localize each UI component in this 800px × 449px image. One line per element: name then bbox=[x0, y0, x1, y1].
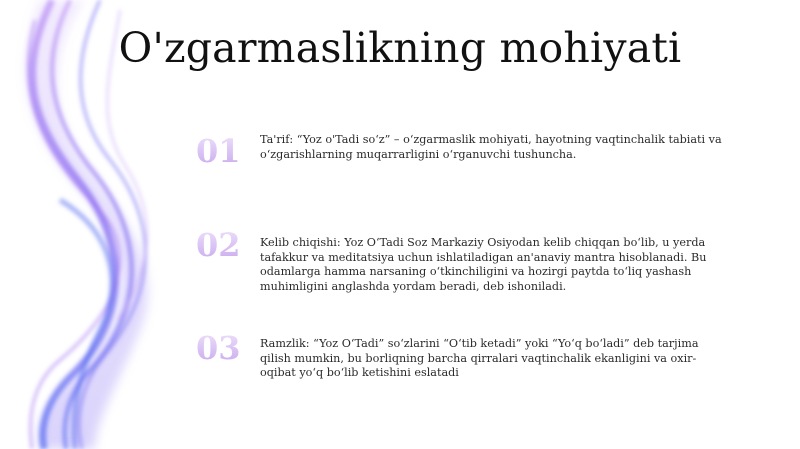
item-text: Ramzlik: “Yoz O‘Tadi” so‘zlarini “O‘tib ketadi” yoki “Yo‘q bo‘ladi” deb tarjima qilish mumkin, bu borliqning barcha qirralari vaqtinchalik ekanligini va oxir-oqibat yo‘q bo‘lib ketishini eslatadi bbox=[260, 337, 699, 380]
item-number: 02 bbox=[196, 227, 248, 263]
item-number: 01 bbox=[196, 133, 248, 169]
item-text: Ta'rif: “Yoz o'Tadi so‘z” – o‘zgarmaslik mohiyati, hayotning vaqtinchalik tabiati va o‘zgarishlarning muqarrarligini o‘rganuvchi tushuncha. bbox=[260, 133, 722, 161]
slide-title: O'zgarmaslikning mohiyati bbox=[118, 24, 682, 72]
item-number: 03 bbox=[196, 330, 248, 366]
item-text: Kelib chiqishi: Yoz O‘Tadi Soz Markaziy Osiyodan kelib chiqqan bo‘lib, u yerda tafakkur va meditatsiya uchun ishlatiladigan an'anaviy mantra hisoblanadi. Bu odamlarga hamma narsaning o‘tkinchiligini va hozirgi paytda to‘liq yashash muhimligini anglashda yordam beradi, deb ishoniladi. bbox=[260, 236, 707, 293]
